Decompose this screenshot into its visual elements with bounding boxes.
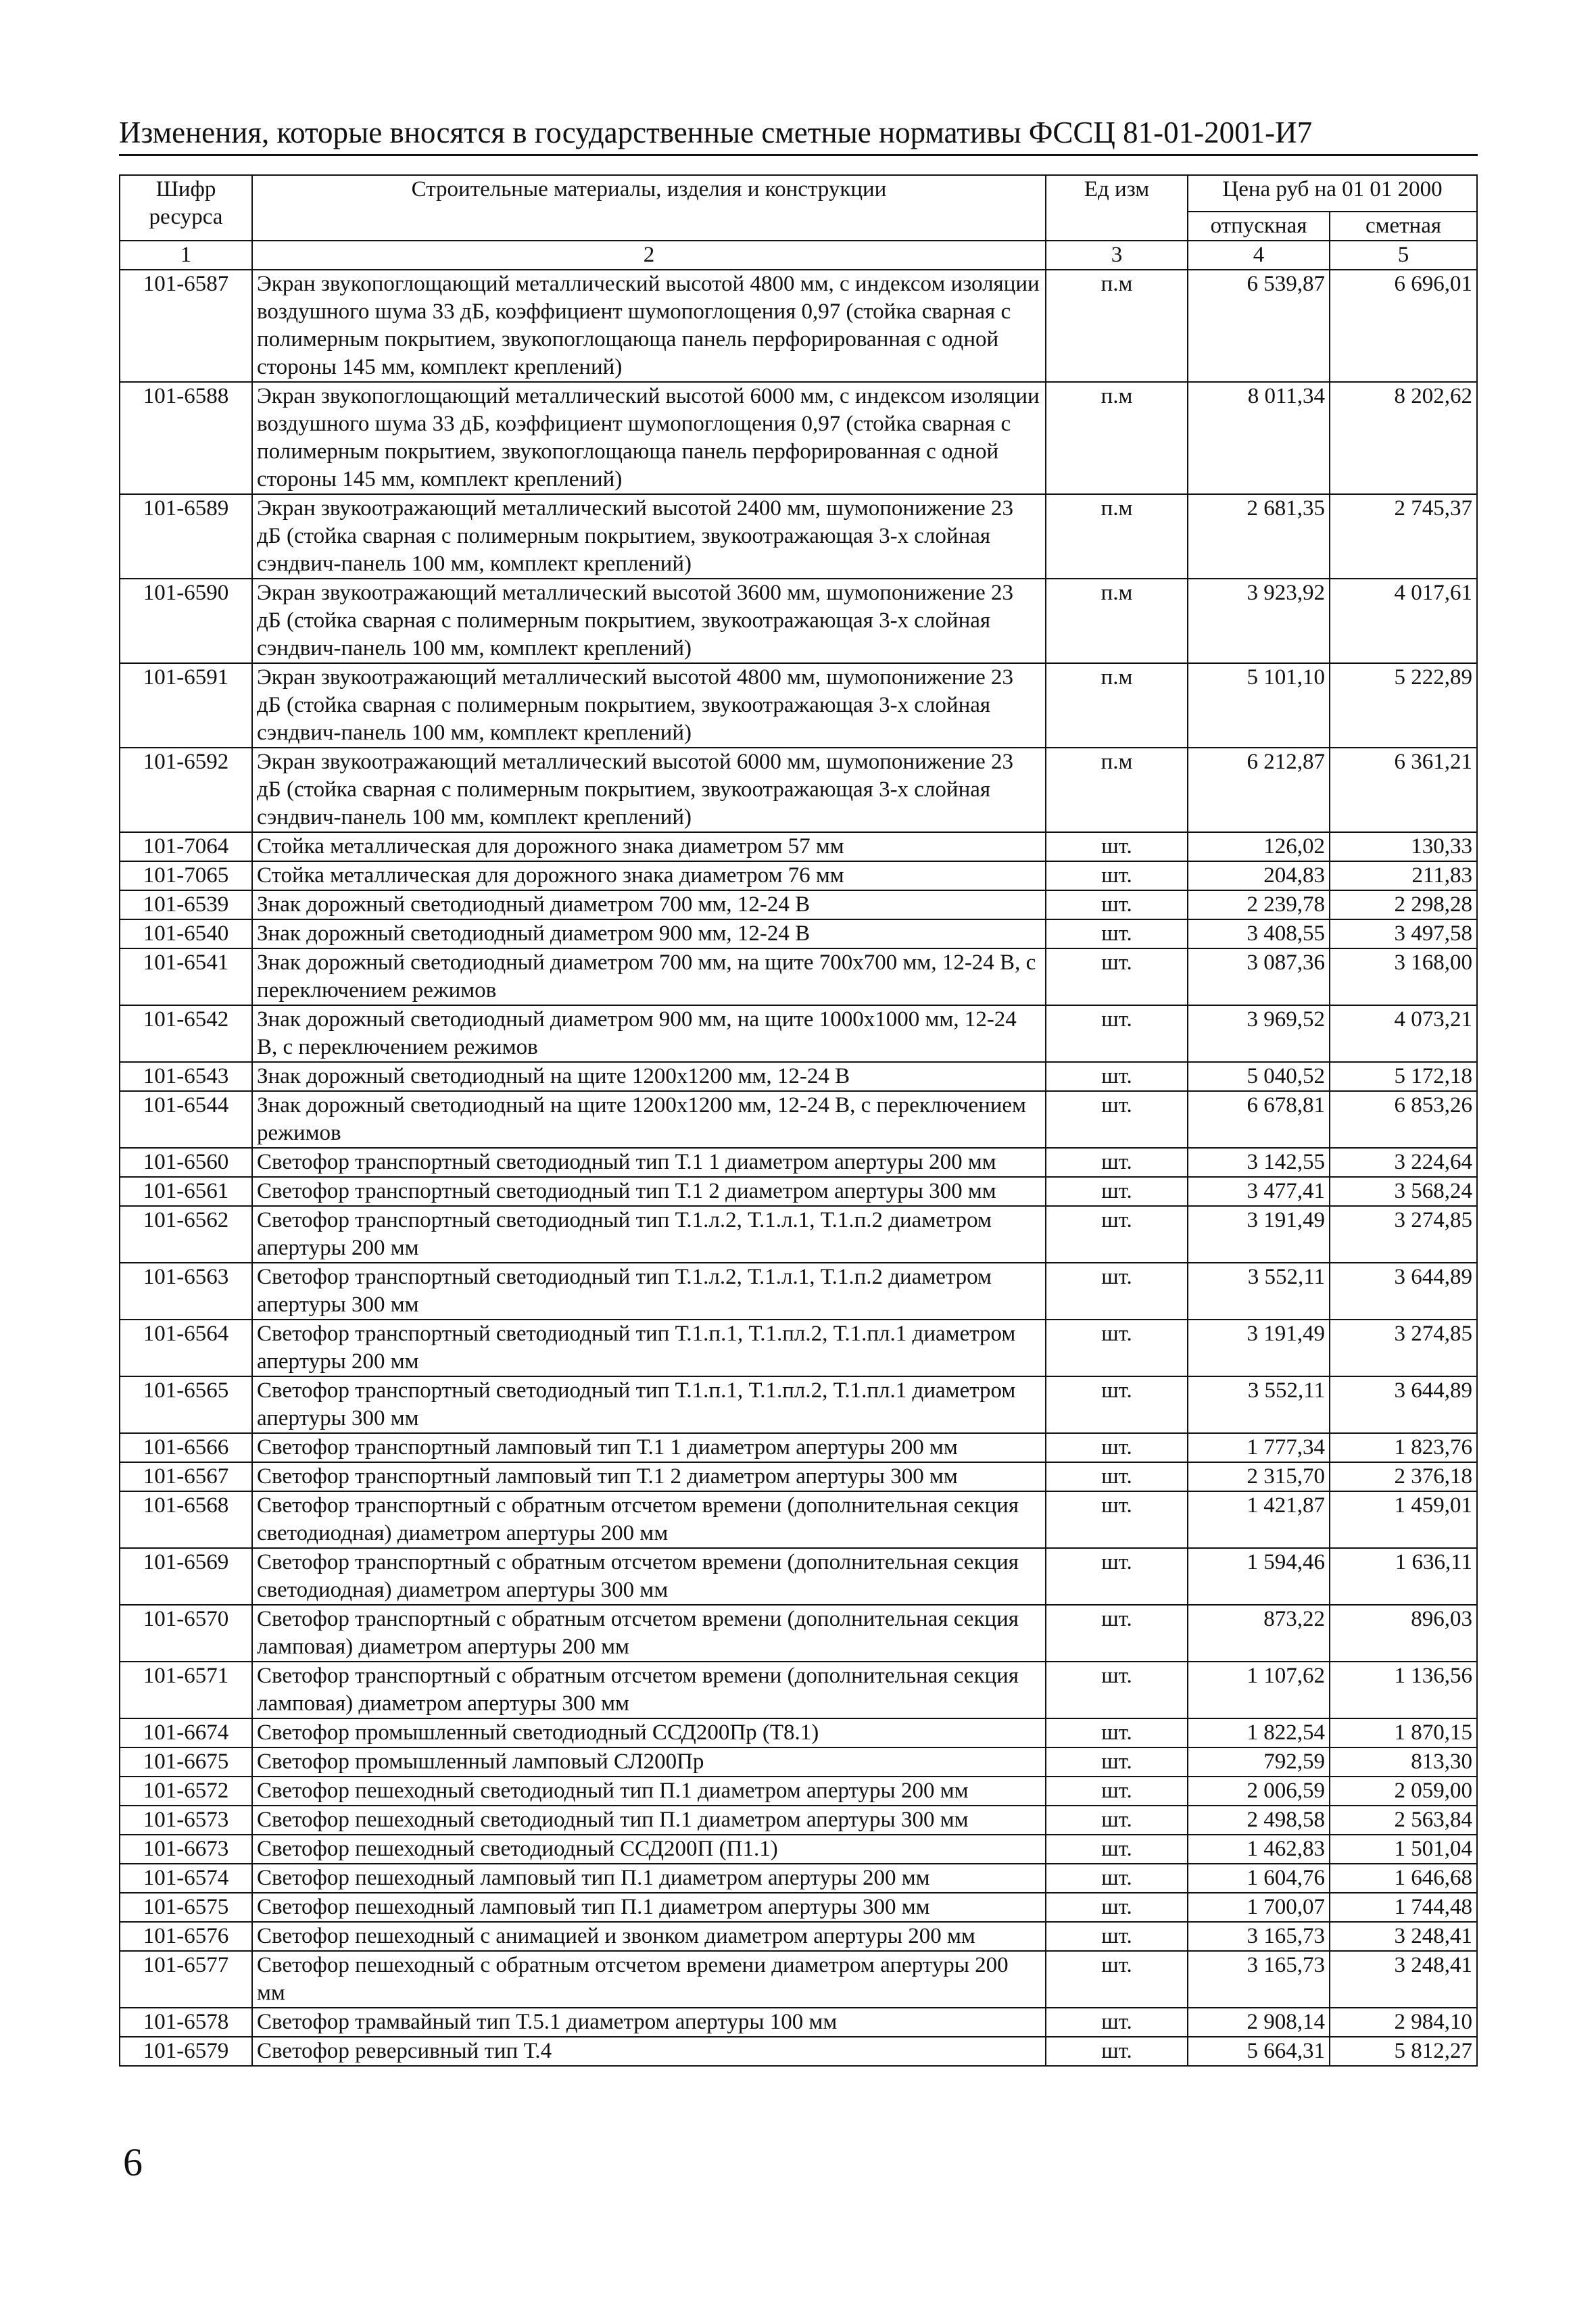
wholesale-price: 2 006,59 xyxy=(1188,1777,1330,1806)
estimate-price: 4 017,61 xyxy=(1330,579,1477,663)
resource-code: 101-6592 xyxy=(120,748,252,832)
wholesale-price: 8 011,34 xyxy=(1188,382,1330,494)
table-row xyxy=(120,663,1477,748)
resource-code: 101-6576 xyxy=(120,1922,252,1951)
material-name: Светофор пешеходный с анимацией и звонком диаметром апертуры 200 мм xyxy=(252,1922,1046,1951)
material-name: Светофор транспортный светодиодный тип Т.1.л.2, Т.1.л.1, Т.1.п.2 диаметром апертуры 200 мм xyxy=(252,1206,1046,1263)
table-row xyxy=(120,861,1477,890)
unit-cell: шт. xyxy=(1046,1320,1188,1376)
material-name: Светофор пешеходный ламповый тип П.1 диаметром апертуры 200 мм xyxy=(252,1864,1046,1893)
estimate-price: 2 059,00 xyxy=(1330,1777,1477,1806)
estimate-price: 1 823,76 xyxy=(1330,1433,1477,1462)
resource-code: 101-6563 xyxy=(120,1263,252,1320)
wholesale-price: 792,59 xyxy=(1188,1747,1330,1777)
estimate-price: 1 870,15 xyxy=(1330,1718,1477,1747)
price-table xyxy=(119,174,1478,2067)
unit-cell: шт. xyxy=(1046,1922,1188,1951)
resource-code: 101-6589 xyxy=(120,494,252,579)
estimate-price: 6 853,26 xyxy=(1330,1091,1477,1148)
resource-code: 101-6587 xyxy=(120,270,252,382)
wholesale-price: 1 462,83 xyxy=(1188,1835,1330,1864)
col-number: 2 xyxy=(252,241,1046,270)
unit-cell: шт. xyxy=(1046,1605,1188,1662)
resource-code: 101-6591 xyxy=(120,663,252,748)
resource-code: 101-6575 xyxy=(120,1893,252,1922)
unit-cell: п.м xyxy=(1046,382,1188,494)
estimate-price: 3 644,89 xyxy=(1330,1376,1477,1433)
material-name: Светофор реверсивный тип Т.4 xyxy=(252,2037,1046,2066)
unit-cell: п.м xyxy=(1046,270,1188,382)
table-row xyxy=(120,948,1477,1005)
wholesale-price: 3 165,73 xyxy=(1188,1922,1330,1951)
resource-code: 101-6540 xyxy=(120,919,252,948)
material-name: Светофор пешеходный светодиодный тип П.1 диаметром апертуры 200 мм xyxy=(252,1777,1046,1806)
material-name: Знак дорожный светодиодный диаметром 700 мм, 12-24 В xyxy=(252,890,1046,919)
estimate-price: 2 984,10 xyxy=(1330,2008,1477,2037)
wholesale-price: 3 142,55 xyxy=(1188,1148,1330,1177)
material-name: Светофор транспортный светодиодный тип Т.1.п.1, Т.1.пл.2, Т.1.пл.1 диаметром апертуры 200 мм xyxy=(252,1320,1046,1376)
estimate-price: 3 568,24 xyxy=(1330,1177,1477,1206)
estimate-price: 813,30 xyxy=(1330,1747,1477,1777)
table-row xyxy=(120,1548,1477,1605)
wholesale-price: 2 315,70 xyxy=(1188,1462,1330,1491)
resource-code: 101-6572 xyxy=(120,1777,252,1806)
estimate-price: 3 274,85 xyxy=(1330,1320,1477,1376)
wholesale-price: 6 212,87 xyxy=(1188,748,1330,832)
unit-cell: шт. xyxy=(1046,2008,1188,2037)
unit-cell: шт. xyxy=(1046,919,1188,948)
table-row xyxy=(120,1177,1477,1206)
material-name: Светофор пешеходный светодиодный ССД200П (П1.1) xyxy=(252,1835,1046,1864)
resource-code: 101-6568 xyxy=(120,1491,252,1548)
material-name: Светофор транспортный с обратным отсчетом времени (дополнительная секция ламповая) диаметром апертуры 200 мм xyxy=(252,1605,1046,1662)
unit-cell: шт. xyxy=(1046,1893,1188,1922)
table-row xyxy=(120,1662,1477,1718)
wholesale-price: 2 681,35 xyxy=(1188,494,1330,579)
material-name: Светофор транспортный с обратным отсчетом времени (дополнительная секция светодиодная) диаметром апертуры 300 мм xyxy=(252,1548,1046,1605)
page-number: 6 xyxy=(123,2140,143,2184)
material-name: Светофор транспортный с обратным отсчетом времени (дополнительная секция ламповая) диаметром апертуры 300 мм xyxy=(252,1662,1046,1718)
wholesale-price: 1 107,62 xyxy=(1188,1662,1330,1718)
table-row xyxy=(120,1893,1477,1922)
unit-cell: шт. xyxy=(1046,1091,1188,1148)
estimate-price: 1 646,68 xyxy=(1330,1864,1477,1893)
unit-cell: шт. xyxy=(1046,861,1188,890)
table-row xyxy=(120,1491,1477,1548)
table-row xyxy=(120,1462,1477,1491)
wholesale-price: 3 165,73 xyxy=(1188,1951,1330,2008)
estimate-price: 2 376,18 xyxy=(1330,1462,1477,1491)
resource-code: 101-6673 xyxy=(120,1835,252,1864)
unit-cell: шт. xyxy=(1046,1376,1188,1433)
resource-code: 101-6574 xyxy=(120,1864,252,1893)
resource-code: 101-6578 xyxy=(120,2008,252,2037)
wholesale-price: 1 594,46 xyxy=(1188,1548,1330,1605)
material-name: Светофор транспортный светодиодный тип Т.1.п.1, Т.1.пл.2, Т.1.пл.1 диаметром апертуры 300 мм xyxy=(252,1376,1046,1433)
estimate-price: 2 745,37 xyxy=(1330,494,1477,579)
resource-code: 101-6571 xyxy=(120,1662,252,1718)
wholesale-price: 1 421,87 xyxy=(1188,1491,1330,1548)
table-row xyxy=(120,1806,1477,1835)
table-row xyxy=(120,748,1477,832)
unit-cell: шт. xyxy=(1046,1263,1188,1320)
table-row xyxy=(120,494,1477,579)
estimate-price: 1 459,01 xyxy=(1330,1491,1477,1548)
material-name: Экран звукоотражающий металлический высотой 3600 мм, шумопонижение 23 дБ (стойка сварная с полимерным покрытием, звукоотражающая 3-х слойная сэндвич-панель 100 мм, комплект креплений) xyxy=(252,579,1046,663)
table-row xyxy=(120,1376,1477,1433)
wholesale-price: 3 408,55 xyxy=(1188,919,1330,948)
estimate-price: 8 202,62 xyxy=(1330,382,1477,494)
table-row xyxy=(120,1091,1477,1148)
wholesale-price: 126,02 xyxy=(1188,832,1330,861)
estimate-price: 896,03 xyxy=(1330,1605,1477,1662)
table-row xyxy=(120,1433,1477,1462)
wholesale-price: 3 477,41 xyxy=(1188,1177,1330,1206)
resource-code: 101-7065 xyxy=(120,861,252,890)
wholesale-price: 2 239,78 xyxy=(1188,890,1330,919)
table-row xyxy=(120,1718,1477,1747)
table-row xyxy=(120,2037,1477,2066)
wholesale-price: 3 923,92 xyxy=(1188,579,1330,663)
estimate-price: 2 298,28 xyxy=(1330,890,1477,919)
material-name: Стойка металлическая для дорожного знака диаметром 76 мм xyxy=(252,861,1046,890)
table-row xyxy=(120,1951,1477,2008)
unit-cell: шт. xyxy=(1046,1177,1188,1206)
estimate-price: 211,83 xyxy=(1330,861,1477,890)
wholesale-price: 1 604,76 xyxy=(1188,1864,1330,1893)
material-name: Светофор трамвайный тип Т.5.1 диаметром апертуры 100 мм xyxy=(252,2008,1046,2037)
wholesale-price: 1 777,34 xyxy=(1188,1433,1330,1462)
material-name: Экран звукоотражающий металлический высотой 4800 мм, шумопонижение 23 дБ (стойка сварная с полимерным покрытием, звукоотражающая 3-х слойная сэндвич-панель 100 мм, комплект креплений) xyxy=(252,663,1046,748)
resource-code: 101-6565 xyxy=(120,1376,252,1433)
page-header: Изменения, которые вносятся в государственные сметные нормативы ФССЦ 81-01-2001-И7 xyxy=(119,115,1478,156)
table-row xyxy=(120,1605,1477,1662)
resource-code: 101-6675 xyxy=(120,1747,252,1777)
estimate-price: 4 073,21 xyxy=(1330,1005,1477,1062)
material-name: Светофор транспортный ламповый тип Т.1 1 диаметром апертуры 200 мм xyxy=(252,1433,1046,1462)
material-name: Светофор промышленный ламповый СЛ200Пр xyxy=(252,1747,1046,1777)
wholesale-price: 3 191,49 xyxy=(1188,1206,1330,1263)
resource-code: 101-6577 xyxy=(120,1951,252,2008)
estimate-price: 1 636,11 xyxy=(1330,1548,1477,1605)
resource-code: 101-6674 xyxy=(120,1718,252,1747)
material-name: Знак дорожный светодиодный диаметром 900 мм, на щите 1000x1000 мм, 12-24 В, с переключением режимов xyxy=(252,1005,1046,1062)
estimate-price: 3 644,89 xyxy=(1330,1263,1477,1320)
material-name: Знак дорожный светодиодный диаметром 700 мм, на щите 700x700 мм, 12-24 В, с переключением режимов xyxy=(252,948,1046,1005)
unit-cell: п.м xyxy=(1046,663,1188,748)
unit-cell: шт. xyxy=(1046,1835,1188,1864)
wholesale-price: 2 498,58 xyxy=(1188,1806,1330,1835)
unit-cell: шт. xyxy=(1046,1005,1188,1062)
estimate-price: 5 222,89 xyxy=(1330,663,1477,748)
table-row xyxy=(120,1835,1477,1864)
material-name: Светофор транспортный светодиодный тип Т.1.л.2, Т.1.л.1, Т.1.п.2 диаметром апертуры 300 мм xyxy=(252,1263,1046,1320)
unit-cell: шт. xyxy=(1046,1806,1188,1835)
material-name: Светофор пешеходный светодиодный тип П.1 диаметром апертуры 300 мм xyxy=(252,1806,1046,1835)
material-name: Экран звукоотражающий металлический высотой 2400 мм, шумопонижение 23 дБ (стойка сварная с полимерным покрытием, звукоотражающая 3-х слойная сэндвич-панель 100 мм, комплект креплений) xyxy=(252,494,1046,579)
header-wholesale: отпускная xyxy=(1188,212,1330,241)
resource-code: 101-6561 xyxy=(120,1177,252,1206)
material-name: Знак дорожный светодиодный на щите 1200x1200 мм, 12-24 В xyxy=(252,1062,1046,1091)
unit-cell: шт. xyxy=(1046,2037,1188,2066)
header-price: Цена руб на 01 01 2000 xyxy=(1188,175,1477,212)
table-body xyxy=(120,270,1477,2066)
estimate-price: 6 696,01 xyxy=(1330,270,1477,382)
header-code: Шифр ресурса xyxy=(120,175,252,241)
resource-code: 101-6539 xyxy=(120,890,252,919)
material-name: Экран звукопоглощающий металлический высотой 4800 мм, с индексом изоляции воздушного шума 33 дБ, коэффициент шумопоглощения 0,97 (стойка сварная с полимерным покрытием, звукопоглощающа панель перфорированная с одной стороны 145 мм, комплект креплений) xyxy=(252,270,1046,382)
wholesale-price: 3 969,52 xyxy=(1188,1005,1330,1062)
resource-code: 101-6560 xyxy=(120,1148,252,1177)
unit-cell: шт. xyxy=(1046,832,1188,861)
table-row xyxy=(120,1206,1477,1263)
resource-code: 101-6590 xyxy=(120,579,252,663)
unit-cell: п.м xyxy=(1046,494,1188,579)
table-row xyxy=(120,1922,1477,1951)
wholesale-price: 2 908,14 xyxy=(1188,2008,1330,2037)
unit-cell: шт. xyxy=(1046,1548,1188,1605)
material-name: Экран звукопоглощающий металлический высотой 6000 мм, с индексом изоляции воздушного шума 33 дБ, коэффициент шумопоглощения 0,97 (стойка сварная с полимерным покрытием, звукопоглощающа панель перфорированная с одной стороны 145 мм, комплект креплений) xyxy=(252,382,1046,494)
table-row xyxy=(120,579,1477,663)
unit-cell: шт. xyxy=(1046,1747,1188,1777)
estimate-price: 5 172,18 xyxy=(1330,1062,1477,1091)
resource-code: 101-6562 xyxy=(120,1206,252,1263)
resource-code: 101-6544 xyxy=(120,1091,252,1148)
unit-cell: шт. xyxy=(1046,1462,1188,1491)
resource-code: 101-6588 xyxy=(120,382,252,494)
resource-code: 101-6573 xyxy=(120,1806,252,1835)
table-row xyxy=(120,2008,1477,2037)
material-name: Светофор транспортный ламповый тип Т.1 2 диаметром апертуры 300 мм xyxy=(252,1462,1046,1491)
estimate-price: 130,33 xyxy=(1330,832,1477,861)
col-number: 3 xyxy=(1046,241,1188,270)
unit-cell: шт. xyxy=(1046,1433,1188,1462)
table-row xyxy=(120,382,1477,494)
table-row xyxy=(120,1263,1477,1320)
table-row xyxy=(120,832,1477,861)
unit-cell: шт. xyxy=(1046,1148,1188,1177)
table-row xyxy=(120,1320,1477,1376)
estimate-price: 3 497,58 xyxy=(1330,919,1477,948)
col-number: 5 xyxy=(1330,241,1477,270)
wholesale-price: 3 191,49 xyxy=(1188,1320,1330,1376)
table-row xyxy=(120,1062,1477,1091)
wholesale-price: 5 040,52 xyxy=(1188,1062,1330,1091)
estimate-price: 1 501,04 xyxy=(1330,1835,1477,1864)
material-name: Светофор пешеходный с обратным отсчетом времени диаметром апертуры 200 мм xyxy=(252,1951,1046,2008)
estimate-price: 3 274,85 xyxy=(1330,1206,1477,1263)
wholesale-price: 1 700,07 xyxy=(1188,1893,1330,1922)
unit-cell: шт. xyxy=(1046,948,1188,1005)
estimate-price: 1 744,48 xyxy=(1330,1893,1477,1922)
header-estimate: сметная xyxy=(1330,212,1477,241)
material-name: Стойка металлическая для дорожного знака диаметром 57 мм xyxy=(252,832,1046,861)
header-unit: Ед изм xyxy=(1046,175,1188,241)
table-row xyxy=(120,1005,1477,1062)
estimate-price: 2 563,84 xyxy=(1330,1806,1477,1835)
resource-code: 101-6541 xyxy=(120,948,252,1005)
estimate-price: 3 248,41 xyxy=(1330,1951,1477,2008)
material-name: Светофор пешеходный ламповый тип П.1 диаметром апертуры 300 мм xyxy=(252,1893,1046,1922)
table-row xyxy=(120,1747,1477,1777)
wholesale-price: 1 822,54 xyxy=(1188,1718,1330,1747)
unit-cell: шт. xyxy=(1046,890,1188,919)
material-name: Знак дорожный светодиодный диаметром 900 мм, 12-24 В xyxy=(252,919,1046,948)
col-number: 4 xyxy=(1188,241,1330,270)
wholesale-price: 873,22 xyxy=(1188,1605,1330,1662)
wholesale-price: 6 539,87 xyxy=(1188,270,1330,382)
estimate-price: 5 812,27 xyxy=(1330,2037,1477,2066)
unit-cell: шт. xyxy=(1046,1951,1188,2008)
table-row xyxy=(120,919,1477,948)
wholesale-price: 5 101,10 xyxy=(1188,663,1330,748)
table-row xyxy=(120,270,1477,382)
unit-cell: шт. xyxy=(1046,1491,1188,1548)
unit-cell: п.м xyxy=(1046,748,1188,832)
estimate-price: 3 224,64 xyxy=(1330,1148,1477,1177)
estimate-price: 6 361,21 xyxy=(1330,748,1477,832)
estimate-price: 1 136,56 xyxy=(1330,1662,1477,1718)
table-row xyxy=(120,1777,1477,1806)
material-name: Экран звукоотражающий металлический высотой 6000 мм, шумопонижение 23 дБ (стойка сварная с полимерным покрытием, звукоотражающая 3-х слойная сэндвич-панель 100 мм, комплект креплений) xyxy=(252,748,1046,832)
unit-cell: шт. xyxy=(1046,1777,1188,1806)
unit-cell: шт. xyxy=(1046,1718,1188,1747)
wholesale-price: 3 552,11 xyxy=(1188,1376,1330,1433)
resource-code: 101-6567 xyxy=(120,1462,252,1491)
material-name: Светофор промышленный светодиодный ССД200Пр (Т8.1) xyxy=(252,1718,1046,1747)
table-row xyxy=(120,1148,1477,1177)
resource-code: 101-6543 xyxy=(120,1062,252,1091)
unit-cell: шт. xyxy=(1046,1062,1188,1091)
table-row xyxy=(120,1864,1477,1893)
unit-cell: шт. xyxy=(1046,1206,1188,1263)
resource-code: 101-6579 xyxy=(120,2037,252,2066)
col-number: 1 xyxy=(120,241,252,270)
wholesale-price: 204,83 xyxy=(1188,861,1330,890)
estimate-price: 3 168,00 xyxy=(1330,948,1477,1005)
wholesale-price: 5 664,31 xyxy=(1188,2037,1330,2066)
unit-cell: шт. xyxy=(1046,1864,1188,1893)
resource-code: 101-6542 xyxy=(120,1005,252,1062)
resource-code: 101-6570 xyxy=(120,1605,252,1662)
material-name: Светофор транспортный светодиодный тип Т.1 2 диаметром апертуры 300 мм xyxy=(252,1177,1046,1206)
resource-code: 101-6566 xyxy=(120,1433,252,1462)
header-name: Строительные материалы, изделия и конструкции xyxy=(252,175,1046,241)
unit-cell: шт. xyxy=(1046,1662,1188,1718)
material-name: Светофор транспортный с обратным отсчетом времени (дополнительная секция светодиодная) диаметром апертуры 200 мм xyxy=(252,1491,1046,1548)
unit-cell: п.м xyxy=(1046,579,1188,663)
table-row xyxy=(120,890,1477,919)
resource-code: 101-6564 xyxy=(120,1320,252,1376)
material-name: Светофор транспортный светодиодный тип Т.1 1 диаметром апертуры 200 мм xyxy=(252,1148,1046,1177)
wholesale-price: 3 087,36 xyxy=(1188,948,1330,1005)
resource-code: 101-6569 xyxy=(120,1548,252,1605)
resource-code: 101-7064 xyxy=(120,832,252,861)
estimate-price: 3 248,41 xyxy=(1330,1922,1477,1951)
wholesale-price: 6 678,81 xyxy=(1188,1091,1330,1148)
material-name: Знак дорожный светодиодный на щите 1200x1200 мм, 12-24 В, с переключением режимов xyxy=(252,1091,1046,1148)
wholesale-price: 3 552,11 xyxy=(1188,1263,1330,1320)
